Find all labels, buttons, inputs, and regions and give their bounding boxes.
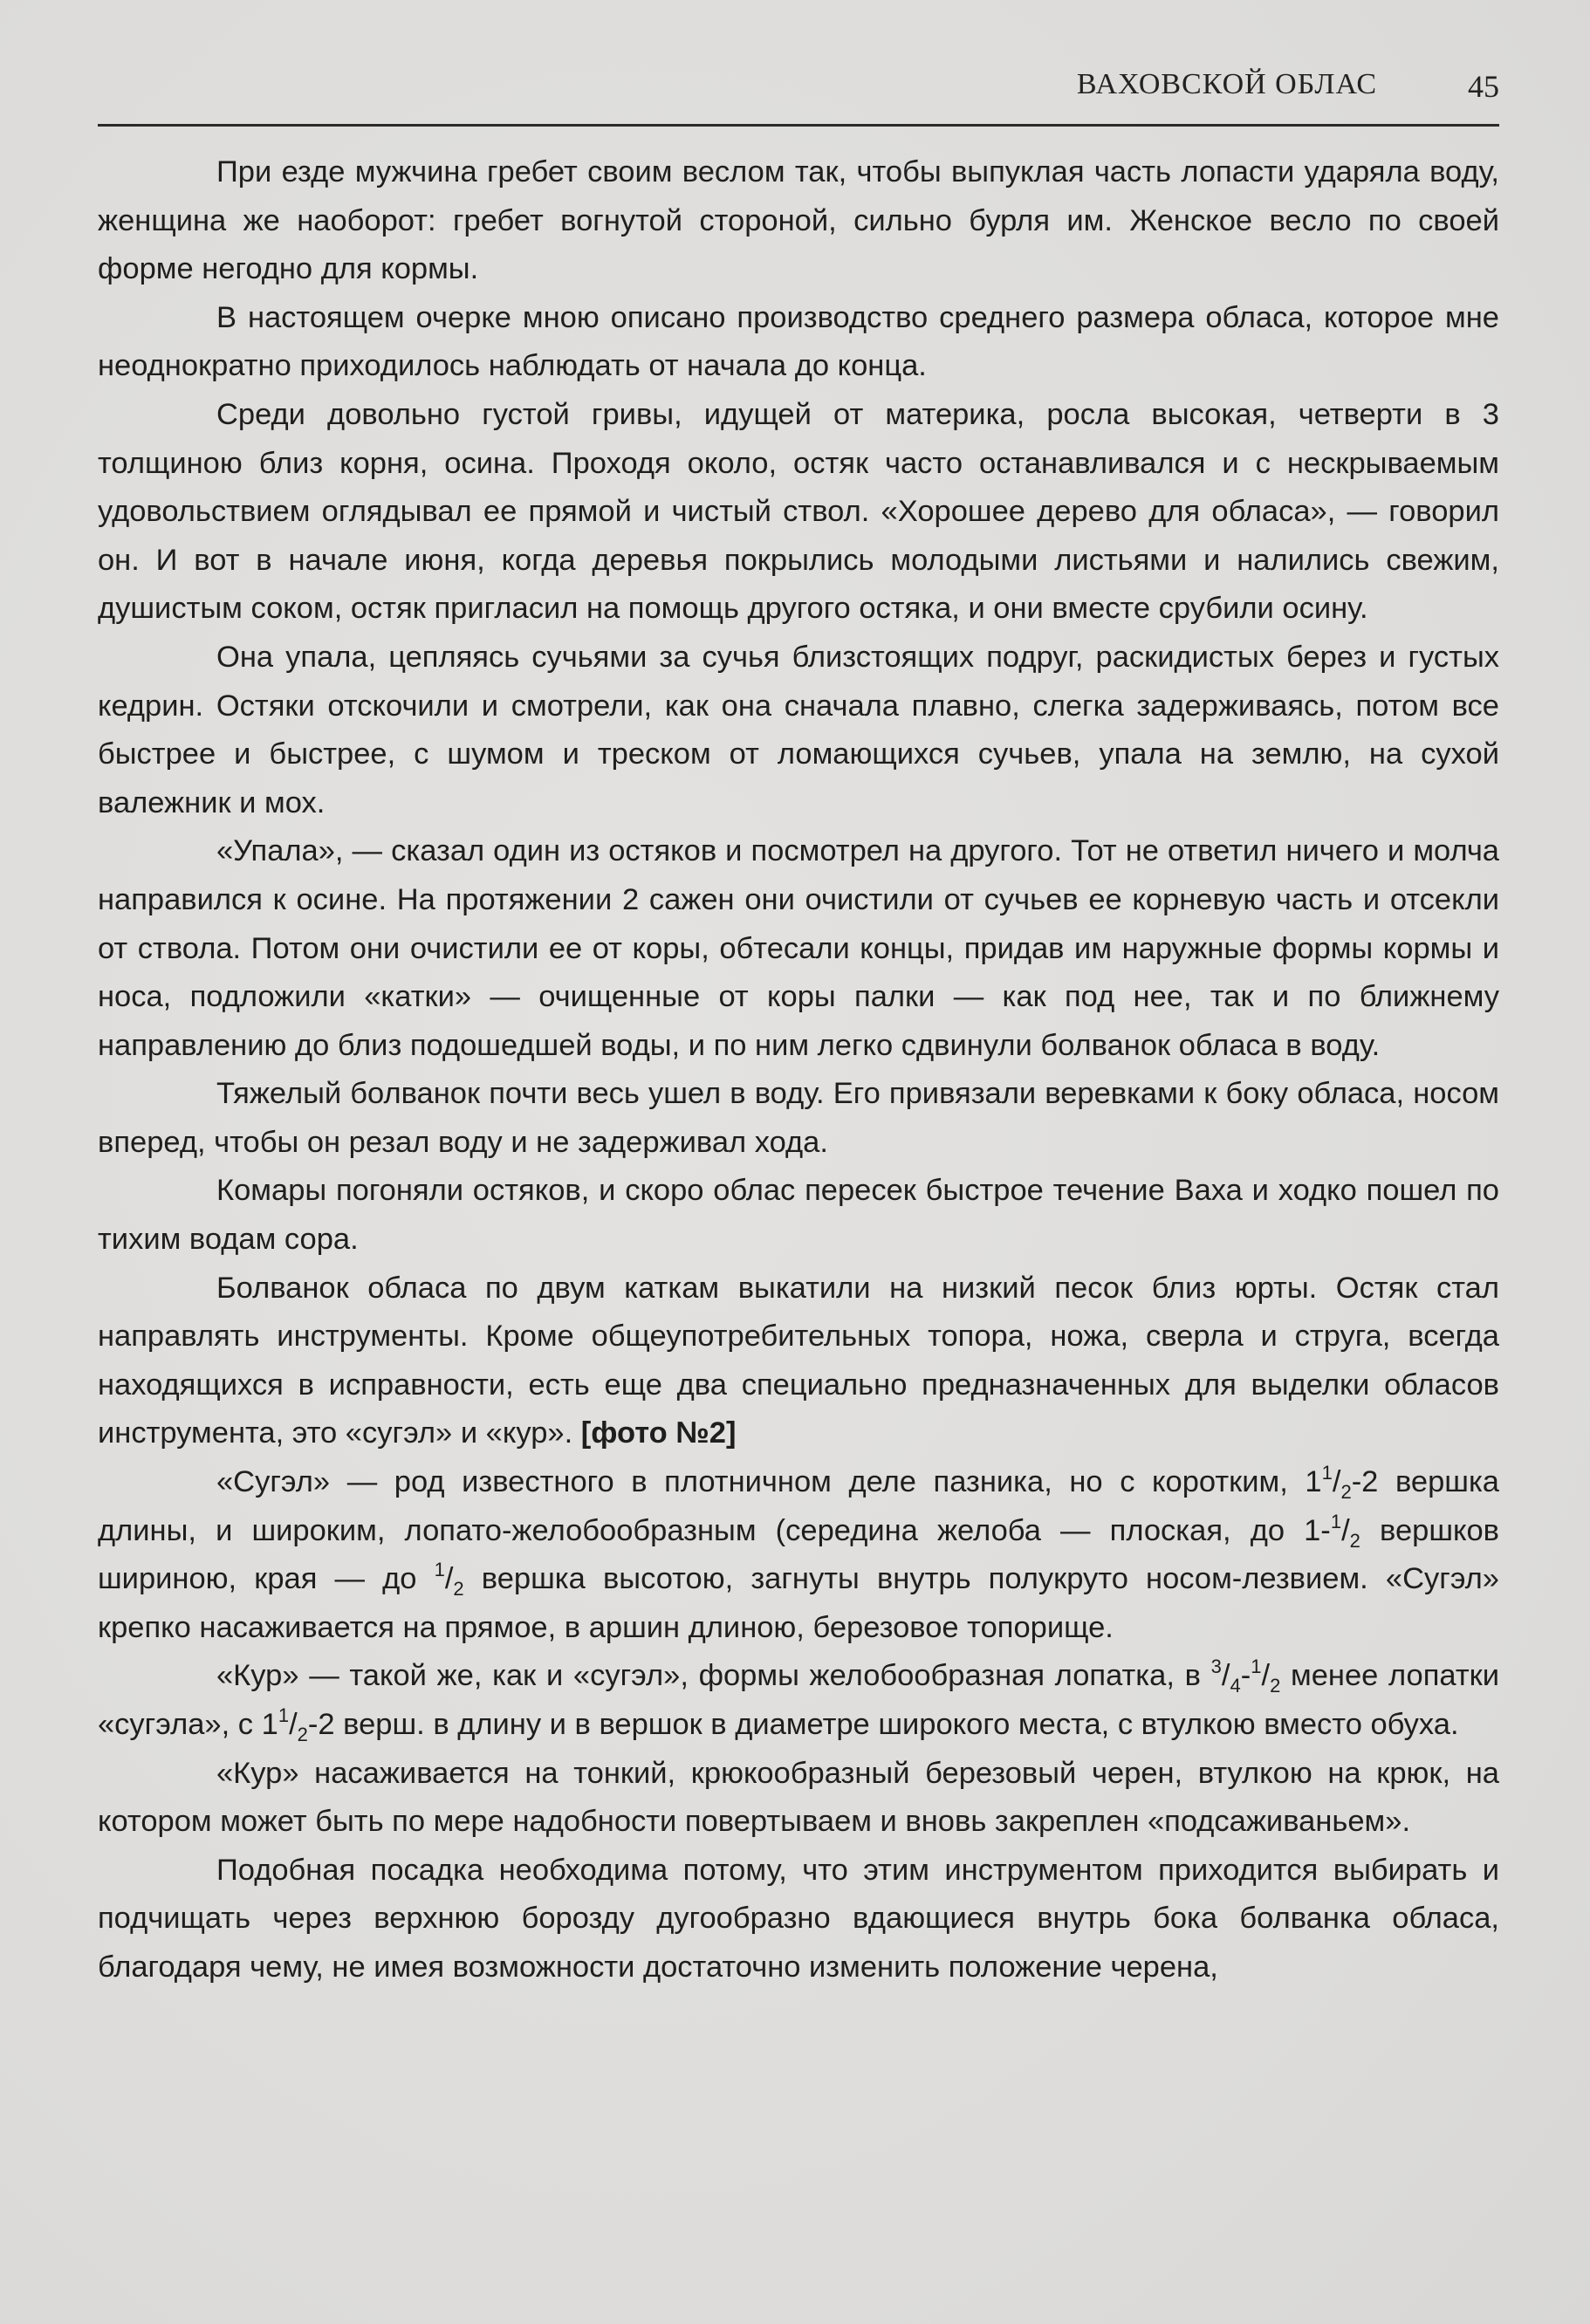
text-run: вершка высотою, загнуты внутрь полукруто носом-лезвием. «Сугэл» крепко насаживается на прямое, в аршин длиною, березовое топорище.	[98, 1562, 1499, 1644]
paragraph	[98, 1265, 1499, 1458]
fraction-denominator: 2	[1270, 1675, 1281, 1697]
fraction-slash: /	[1221, 1659, 1230, 1693]
body-text	[98, 148, 1499, 1992]
fraction-denominator: 2	[297, 1724, 308, 1745]
fraction-denominator: 4	[1230, 1675, 1241, 1697]
paragraph: В настоящем очерке мною описано производство среднего размера обласа, которое мне неоднократно приходилось наблюдать от начала до конца.	[98, 300, 1499, 383]
text-run: «Кур» — такой же, как и «сугэл», формы желобообразная лопатка, в	[216, 1659, 1211, 1693]
fraction-slash: /	[289, 1708, 298, 1741]
text-run: менее лопатки «сугэла», с 1	[98, 1659, 1499, 1741]
paragraph: Она упала, цепляясь сучьями за сучья близстоящих подруг, раскидистых берез и густых кедрин. Остяки отскочили и смотрели, как она сначала плавно, слегка задерживаясь, потом все быстрее и быстрее, с шумом и треском от ломающихся сучьев, упала на землю, на сухой валежник и мох.	[98, 640, 1499, 819]
paragraph: Комары погоняли остяков, и скоро облас пересек быстрое течение Ваха и ходко пошел по тихим водам сора.	[98, 1174, 1499, 1257]
fraction-slash: /	[1341, 1513, 1350, 1547]
text-run: -	[1240, 1659, 1251, 1693]
text-run: -2 вершка длины, и широким, лопато-желобообразным (середина желоба — плоская, до 1-	[98, 1465, 1499, 1547]
paragraph: При езде мужчина гребет своим веслом так, чтобы выпуклая часть лопасти ударяла воду, женщина же наоборот: гребет вогнутой стороной, сильно бурля им. Женское весло по своей форме негодно для кормы.	[98, 155, 1499, 286]
fraction-numerator: 1	[434, 1559, 445, 1581]
fraction-slash: /	[1261, 1659, 1271, 1693]
fraction-numerator: 1	[278, 1704, 290, 1726]
fraction-numerator: 1	[1330, 1510, 1342, 1532]
text-run: «Сугэл» — род известного в плотничном деле пазника, но с коротким, 1	[216, 1465, 1322, 1499]
fraction-numerator: 1	[1321, 1462, 1333, 1484]
running-title: ВАХОВСКОЙ ОБЛАС	[1076, 68, 1377, 100]
paragraph	[98, 1458, 1499, 1652]
fraction-numerator: 3	[1210, 1656, 1222, 1678]
paragraph: Среди довольно густой гривы, идущей от материка, росла высокая, четверти в 3 толщиною близ корня, осина. Проходя около, остяк часто останавливался и с нескрываемым удовольствием оглядывал ее прямой и чистый ствол. «Хорошее дерево для обласа», — говорил он. И вот в начале июня, когда деревья покрылись молодыми листьями и налились свежим, душистым соком, остяк пригласил на помощь другого остяка, и они вместе срубили осину.	[98, 397, 1499, 626]
text-run: вершков шириною, края — до	[98, 1513, 1500, 1596]
paragraph: Тяжелый болванок почти весь ушел в воду. Его привязали веревками к боку обласа, носом вперед, чтобы он резал воду и не задерживал хода.	[98, 1077, 1499, 1159]
paragraph	[98, 1652, 1499, 1749]
paragraph: «Упала», — сказал один из остяков и посмотрел на другого. Тот не ответил ничего и молча направился к осине. На протяжении 2 сажен они очистили от сучьев ее корневую часть и отсекли от ствола. Потом они очистили ее от коры, обтесали концы, придав им наружные формы кормы и носа, подложили «катки» — очищенные от коры палки — как под нее, так и по ближнему направлению до близ подошедшей воды, и по ним легко сдвинули болванок обласа в воду.	[98, 834, 1499, 1062]
photo-reference: [фото №2]	[580, 1416, 737, 1450]
paragraph: Подобная посадка необходима потому, что этим инструментом приходится выбирать и подчищать через верхнюю борозду дугообразно вдающиеся внутрь бока болванка обласа, благодаря чему, не имея возможности достаточно изменить положение черена,	[98, 1853, 1499, 1984]
fraction-slash: /	[444, 1562, 454, 1596]
page-number: 45	[1468, 69, 1499, 104]
fraction-numerator: 1	[1251, 1656, 1262, 1678]
paragraph: «Кур» насаживается на тонкий, крюкообразный березовый черен, втулкою на крюк, на котором может быть по мере надобности повертываем и вновь закреплен «подсаживаньем».	[98, 1756, 1499, 1839]
paragraph-text: Болванок обласа по двум каткам выкатили на низкий песок близ юрты. Остяк стал направлять инструменты. Кроме общеупотребительных топора, ножа, сверла и струга, всегда находящихся в исправности, есть еще два специально предназначенных для выделки обласов инструмента, это «сугэл» и «кур».	[98, 1271, 1499, 1450]
text-run: -2 верш. в длину и в вершок в диаметре широкого места, с втулкою вместо обуха.	[307, 1708, 1459, 1741]
fraction-denominator: 2	[1340, 1481, 1352, 1504]
fraction-denominator: 2	[1349, 1529, 1360, 1552]
fraction-denominator: 2	[453, 1578, 464, 1601]
page-header	[98, 63, 1499, 127]
fraction-slash: /	[1332, 1465, 1341, 1499]
